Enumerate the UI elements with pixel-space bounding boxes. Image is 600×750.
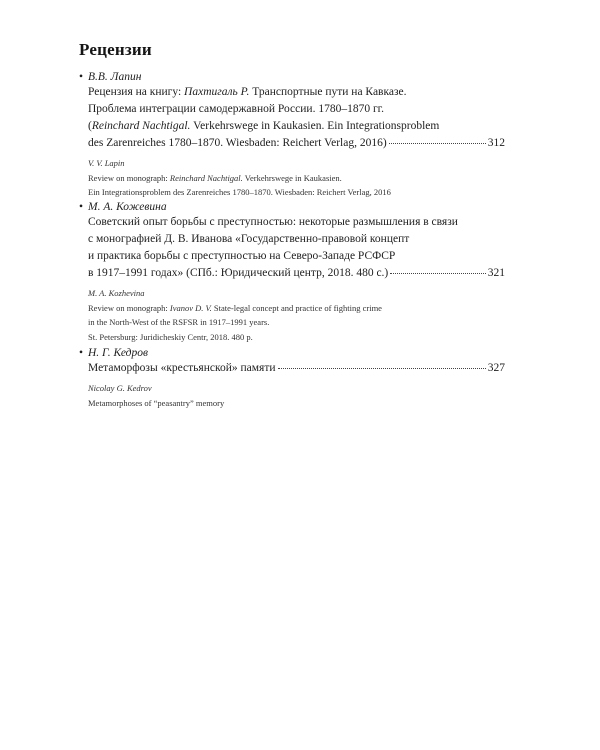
author-name: Н. Г. Кедров [88,347,148,359]
entry-title[interactable] [88,84,505,152]
title-line: (Reinchard Nachtigal. Verkehrswege in Kaukasien. Ein Integrationsproblem [88,120,440,132]
bullet-icon: • [79,71,84,83]
english-line: Review on monograph: Reinchard Nachtigal. Verkehrswege in Kaukasien. [88,172,342,183]
page-number[interactable]: 327 [487,362,505,374]
title-line: и практика борьбы с преступностью на Северо-Западе РСФСР [88,250,396,262]
entry-title[interactable] [88,360,505,377]
page-number[interactable]: 312 [487,137,505,149]
dot-leader [389,142,486,144]
dot-leader [278,367,486,369]
english-author: V. V. Lapin [88,158,125,168]
title-last-line: в 1917–1991 годах» (СПб.: Юридический центр, 2018. 480 с.) 321 [88,265,505,282]
title-last-line: Метаморфозы «крестьянской» памяти 327 [88,360,505,377]
english-author: M. A. Kozhevina [88,288,145,298]
dot-leader [390,272,485,274]
english-line: in the North-West of the RSFSR in 1917–1991 years. [88,317,270,327]
title-line: Рецензия на книгу: Пахтигаль Р. Транспортные пути на Кавказе. [88,86,407,98]
toc-entry[interactable] [79,70,505,200]
entry-title[interactable] [88,214,505,282]
english-line: Review on monograph: Ivanov D. V. State-legal concept and practice of fighting crime [88,302,382,313]
english-author: Nicolay G. Kedrov [88,383,152,393]
toc-entry[interactable] [79,200,505,344]
author-name: М. А. Кожевина [88,201,167,213]
entry-author [79,346,505,360]
entry-english [88,156,505,200]
english-line: St. Petersburg: Juridicheskiy Centr, 2018. 480 p. [88,331,253,342]
title-line: Проблема интеграции самодержавной России. 1780–1870 гг. [88,103,384,115]
author-name: В.В. Лапин [88,71,142,83]
entry-author [79,200,505,214]
english-line: Metamorphoses of “peasantry” memory [88,397,225,408]
entry-author [79,70,505,84]
page-number[interactable]: 321 [487,267,505,279]
bullet-icon: • [79,201,84,213]
section-title: Рецензии [79,40,152,59]
entry-english [88,286,505,344]
english-line: Ein Integrationsproblem des Zarenreiches 1780–1870. Wiesbaden: Reichert Verlag, 2016 [88,187,391,197]
title-last-line: des Zarenreiches 1780–1870. Wiesbaden: Reichert Verlag, 2016) 312 [88,135,505,152]
title-line: Советский опыт борьбы с преступностью: некоторые размышления в связи [88,216,458,228]
toc-entry[interactable] [79,346,505,410]
title-line: с монографией Д. В. Иванова «Государственно-правовой концепт [88,233,410,245]
entry-english [88,381,505,410]
bullet-icon: • [79,347,84,359]
